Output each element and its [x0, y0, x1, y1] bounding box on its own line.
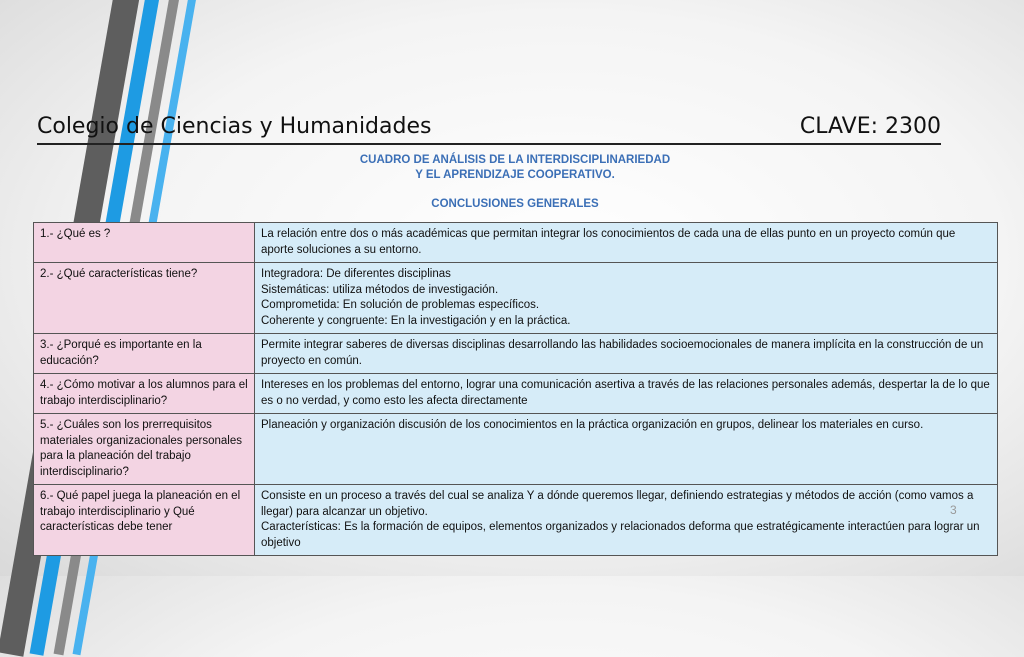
question-cell: 5.- ¿Cuáles son los prerrequisitos materiales organizacionales personales para la planeación del trabajo interdisciplinario? — [34, 414, 255, 485]
school-name: Colegio de Ciencias y Humanidades — [37, 114, 432, 139]
question-cell: 2.- ¿Qué características tiene? — [34, 263, 255, 334]
clave-label: CLAVE: 2300 — [799, 114, 941, 139]
question-cell: 1.- ¿Qué es ? — [34, 223, 255, 263]
table-row — [34, 263, 998, 334]
heading-line-1: CUADRO DE ANÁLISIS DE LA INTERDISCIPLINARIEDAD — [359, 154, 671, 166]
conclusions-table — [33, 222, 998, 556]
table-row — [34, 485, 998, 556]
question-cell: 3.- ¿Porqué es importante en la educación? — [34, 334, 255, 374]
table-row — [34, 334, 998, 374]
table-row — [34, 223, 998, 263]
answer-cell: Intereses en los problemas del entorno, lograr una comunicación asertiva a través de las relaciones personales además, despertar la de lo que es o no verdad, y como esto les afecta directamente — [255, 374, 998, 414]
table-row — [34, 414, 998, 485]
page-number: 3 — [950, 503, 957, 517]
answer-cell: La relación entre dos o más académicas que permitan integrar los conocimientos de cada una de ellas punto en un proyecto común que aporte soluciones a su entorno. — [255, 223, 998, 263]
section-title: CONCLUSIONES GENERALES — [431, 198, 599, 210]
answer-cell: Integradora: De diferentes disciplinas Sistemáticas: utiliza métodos de investigación. Comprometida: En solución de problemas específicos. Coherente y congruente: En la investigación y en la práctica. — [255, 263, 998, 334]
answer-cell: Permite integrar saberes de diversas disciplinas desarrollando las habilidades socioemocionales de manera implícita en la construcción de un proyecto en común. — [255, 334, 998, 374]
question-cell: 6.- Qué papel juega la planeación en el trabajo interdisciplinario y Qué características debe tener — [34, 485, 255, 556]
table-heading — [0, 153, 1024, 183]
slide-title — [37, 112, 941, 145]
answer-cell: Consiste en un proceso a través del cual se analiza Y a dónde queremos llegar, definiendo estrategias y métodos de acción (como vamos a llegar) para alcanzar un objetivo. Características: Es la formación de equipos, elementos organizados y relacionados deforma que estratégicamente interactúen para lograr un objetivo — [255, 485, 998, 556]
table-row — [34, 374, 998, 414]
heading-line-2: Y EL APRENDIZAJE COOPERATIVO. — [415, 169, 615, 181]
answer-cell: Planeación y organización discusión de los conocimientos en la práctica organización en grupos, delinear los materiales en curso. — [255, 414, 998, 485]
question-cell: 4.- ¿Cómo motivar a los alumnos para el trabajo interdisciplinario? — [34, 374, 255, 414]
